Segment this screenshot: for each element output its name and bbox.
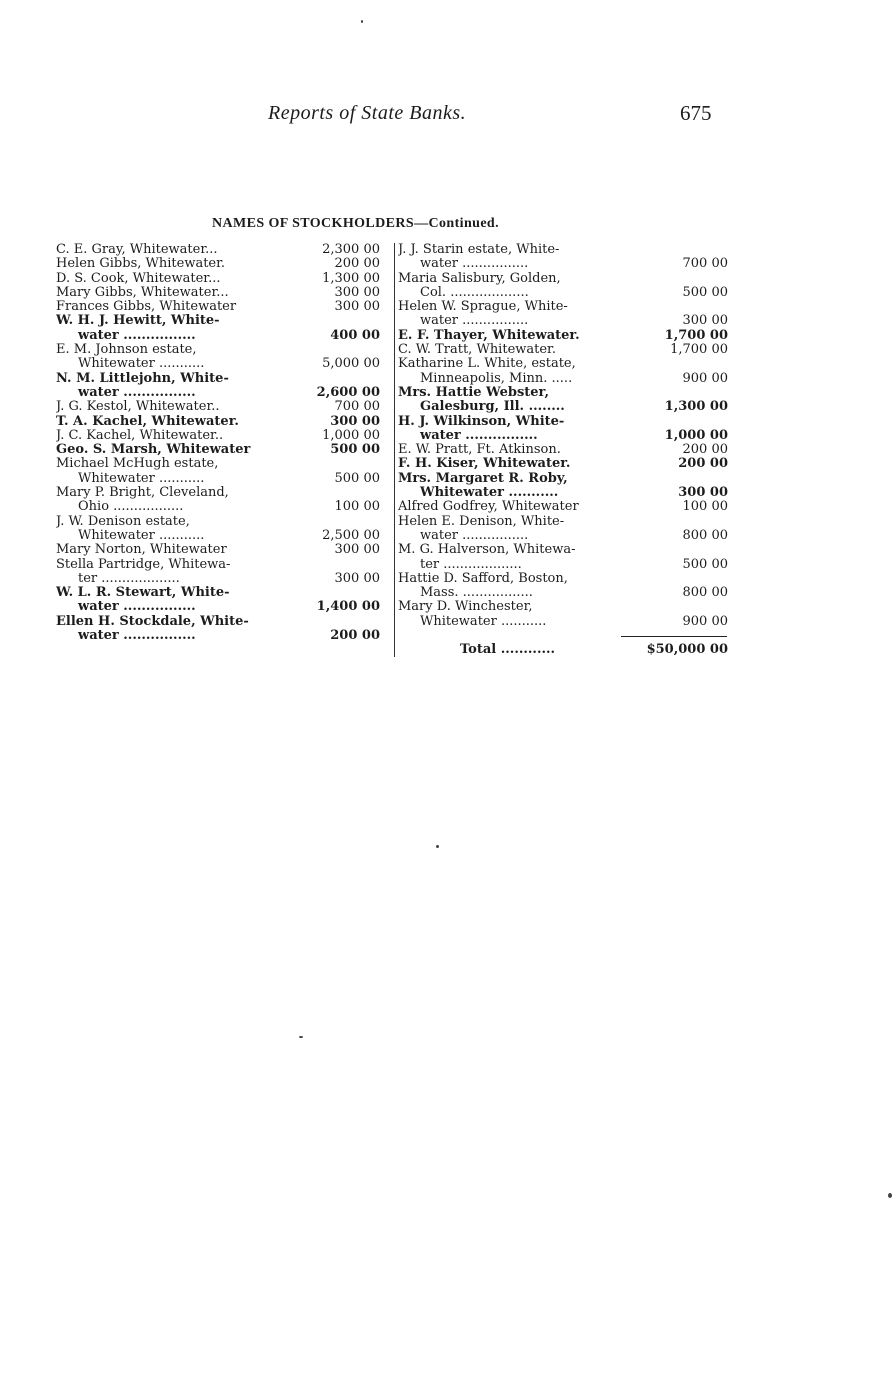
stockholder-name-line: Helen W. Sprague, White- <box>398 300 568 315</box>
stock-amount: 2,300 00 <box>322 242 380 257</box>
stockholder-name-line: Mrs. Margaret R. Roby, <box>398 471 568 486</box>
stockholder-entry <box>56 300 386 314</box>
stockholder-entry <box>398 300 728 329</box>
stockholders-left-column <box>56 243 386 643</box>
stockholder-name-line: water ................ <box>78 385 196 400</box>
stockholder-name-line: Mary Norton, Whitewater <box>56 543 227 558</box>
stockholder-name-line: Galesburg, Ill. ........ <box>420 400 565 415</box>
stock-amount: 300 00 <box>334 570 380 586</box>
stockholder-entry <box>398 457 728 471</box>
scan-speck <box>299 1036 303 1038</box>
stock-amount: 1,700 00 <box>664 327 728 343</box>
stockholder-name-line: Katharine L. White, estate, <box>398 357 576 372</box>
stockholder-name-line: E. M. Johnson estate, <box>56 343 197 358</box>
stockholder-entry <box>56 443 386 457</box>
stockholder-name-line: Michael McHugh estate, <box>56 457 219 472</box>
stockholder-name-line: C. E. Gray, Whitewater... <box>56 243 218 257</box>
stockholder-entry <box>56 415 386 429</box>
stock-amount: 900 00 <box>682 370 728 386</box>
stockholder-name-line: T. A. Kachel, Whitewater. <box>56 414 239 429</box>
stockholder-entry <box>398 357 728 386</box>
total-amount: $50,000 00 <box>646 642 728 657</box>
stockholder-entry <box>398 272 728 301</box>
stock-amount: 100 00 <box>334 499 380 515</box>
stockholder-name-line: Helen Gibbs, Whitewater. <box>56 257 226 272</box>
stockholder-entry <box>56 615 386 644</box>
stockholder-name-line: Alfred Godfrey, Whitewater <box>398 500 579 515</box>
stock-amount: 5,000 00 <box>322 356 380 372</box>
stockholder-name-line: water ................ <box>420 314 529 329</box>
stockholder-name-line: J. G. Kestol, Whitewater.. <box>56 400 220 415</box>
total-rule <box>621 636 727 637</box>
stock-amount: 800 00 <box>682 585 728 601</box>
stockholder-entry <box>56 486 386 515</box>
stock-amount: 1,000 00 <box>322 427 380 443</box>
stock-amount: 100 00 <box>682 499 728 515</box>
stockholder-name-line: Ellen H. Stockdale, White- <box>56 614 249 629</box>
stock-amount: 500 00 <box>682 556 728 572</box>
stockholder-name-line: water ................ <box>78 629 196 644</box>
stock-amount: 800 00 <box>682 527 728 543</box>
stock-amount: 300 00 <box>334 542 380 558</box>
stockholder-entry <box>398 600 728 629</box>
stockholder-name-line: D. S. Cook, Whitewater... <box>56 271 221 286</box>
stockholder-entry <box>56 372 386 401</box>
stockholder-entry <box>56 586 386 615</box>
stockholder-name-line: J. J. Starin estate, White- <box>398 243 560 257</box>
section-title: NAMES OF STOCKHOLDERS—Continued. <box>212 216 500 231</box>
stockholder-name-line: C. W. Tratt, Whitewater. <box>398 343 556 358</box>
stock-amount: 300 00 <box>334 284 380 300</box>
stockholder-name-line: Whitewater ........... <box>78 471 205 486</box>
stockholder-entry <box>398 515 728 544</box>
stockholder-entry <box>56 429 386 443</box>
stock-amount: 500 00 <box>334 470 380 486</box>
stock-amount: 300 00 <box>330 413 380 429</box>
total-label: Total ............ <box>460 642 556 657</box>
stockholder-name-line: Col. ................... <box>420 285 529 300</box>
stock-amount: 200 00 <box>330 628 380 644</box>
stockholder-entry <box>398 329 728 343</box>
stockholder-entry <box>398 243 728 272</box>
scan-speck <box>888 1193 892 1198</box>
stockholder-name-line: Whitewater ........... <box>420 486 559 501</box>
stock-amount: 1,300 00 <box>664 399 728 415</box>
stockholder-name-line: Mary D. Winchester, <box>398 600 533 615</box>
stockholder-name-line: Mass. ................. <box>420 586 533 601</box>
stockholder-name-line: Hattie D. Safford, Boston, <box>398 571 568 586</box>
stockholder-name-line: F. H. Kiser, Whitewater. <box>398 457 571 472</box>
stock-amount: 1,300 00 <box>322 270 380 286</box>
stockholder-name-line: Frances Gibbs, Whitewater <box>56 300 237 315</box>
stockholder-name-line: Mary Gibbs, Whitewater... <box>56 285 229 300</box>
stockholder-name-line: ter ................... <box>78 571 180 586</box>
stock-amount: 300 00 <box>682 313 728 329</box>
stockholder-name-line: Minneapolis, Minn. ..... <box>420 371 573 386</box>
stock-amount: 300 00 <box>678 485 728 501</box>
stockholder-name-line: Mary P. Bright, Cleveland, <box>56 486 229 501</box>
stock-amount: 500 00 <box>682 284 728 300</box>
stockholder-name-line: Geo. S. Marsh, Whitewater <box>56 443 251 458</box>
stockholder-name-line: J. C. Kachel, Whitewater.. <box>56 428 224 443</box>
stockholder-name-line: E. W. Pratt, Ft. Atkinson. <box>398 443 561 458</box>
stock-amount: 700 00 <box>682 256 728 272</box>
stockholder-name-line: Helen E. Denison, White- <box>398 514 565 529</box>
stockholder-entry <box>56 558 386 587</box>
stock-amount: 1,000 00 <box>664 427 728 443</box>
stockholder-entry <box>56 343 386 372</box>
stock-amount: 900 00 <box>682 613 728 629</box>
stock-amount: 1,700 00 <box>670 342 728 358</box>
stockholder-entry <box>398 443 728 457</box>
stockholder-entry <box>56 272 386 286</box>
scan-speck <box>361 20 363 23</box>
stockholder-name-line: water ................ <box>420 257 529 272</box>
page-number: 675 <box>680 101 712 125</box>
stock-amount: 300 00 <box>334 299 380 315</box>
stockholder-entry <box>398 572 728 601</box>
stockholder-entry <box>398 472 728 501</box>
stockholder-entry <box>398 500 728 514</box>
stock-amount: 700 00 <box>334 399 380 415</box>
stockholder-entry <box>56 543 386 557</box>
stockholder-name-line: Whitewater ........... <box>78 357 205 372</box>
stockholder-entry <box>398 543 728 572</box>
stockholder-entry <box>398 415 728 444</box>
stockholder-name-line: M. G. Halverson, Whitewa- <box>398 543 576 558</box>
stockholder-name-line: N. M. Littlejohn, White- <box>56 371 229 386</box>
stock-amount: 1,400 00 <box>316 599 380 615</box>
stock-amount: 400 00 <box>330 327 380 343</box>
stock-amount: 200 00 <box>334 256 380 272</box>
stockholder-entry <box>56 314 386 343</box>
scan-speck <box>436 845 439 848</box>
stockholder-name-line: Maria Salisbury, Golden, <box>398 271 561 286</box>
stockholder-entry <box>56 257 386 271</box>
stockholder-name-line: water ................ <box>420 528 529 543</box>
stockholder-name-line: water ................ <box>78 328 196 343</box>
running-header-title: Reports of State Banks. <box>268 102 467 124</box>
stock-amount: 2,500 00 <box>322 527 380 543</box>
stock-amount: 200 00 <box>678 456 728 472</box>
stockholder-name-line: Mrs. Hattie Webster, <box>398 385 549 400</box>
stockholder-entry <box>398 386 728 415</box>
stockholder-name-line: water ................ <box>420 428 538 443</box>
stockholder-name-line: water ................ <box>78 600 196 615</box>
stockholder-entry <box>56 515 386 544</box>
stockholder-name-line: Whitewater ........... <box>420 614 547 629</box>
stockholder-name-line: Whitewater ........... <box>78 528 205 543</box>
stockholder-entry <box>56 400 386 414</box>
stockholder-name-line: Ohio ................. <box>78 500 184 515</box>
stockholder-name-line: Stella Partridge, Whitewa- <box>56 557 231 572</box>
stock-amount: 500 00 <box>330 442 380 458</box>
stock-amount: 2,600 00 <box>316 384 380 400</box>
column-divider <box>394 243 395 657</box>
stockholder-name-line: W. H. J. Hewitt, White- <box>56 314 220 329</box>
stockholders-right-column <box>398 243 728 629</box>
stock-amount: 200 00 <box>682 442 728 458</box>
stockholder-name-line: W. L. R. Stewart, White- <box>56 586 230 601</box>
stockholder-entry <box>56 457 386 486</box>
stockholder-name-line: E. F. Thayer, Whitewater. <box>398 328 580 343</box>
stockholder-entry <box>398 343 728 357</box>
stockholder-entry <box>56 243 386 257</box>
stockholder-name-line: H. J. Wilkinson, White- <box>398 414 565 429</box>
stockholder-name-line: J. W. Denison estate, <box>56 514 190 529</box>
stockholder-name-line: ter ................... <box>420 557 522 572</box>
stockholder-entry <box>56 286 386 300</box>
